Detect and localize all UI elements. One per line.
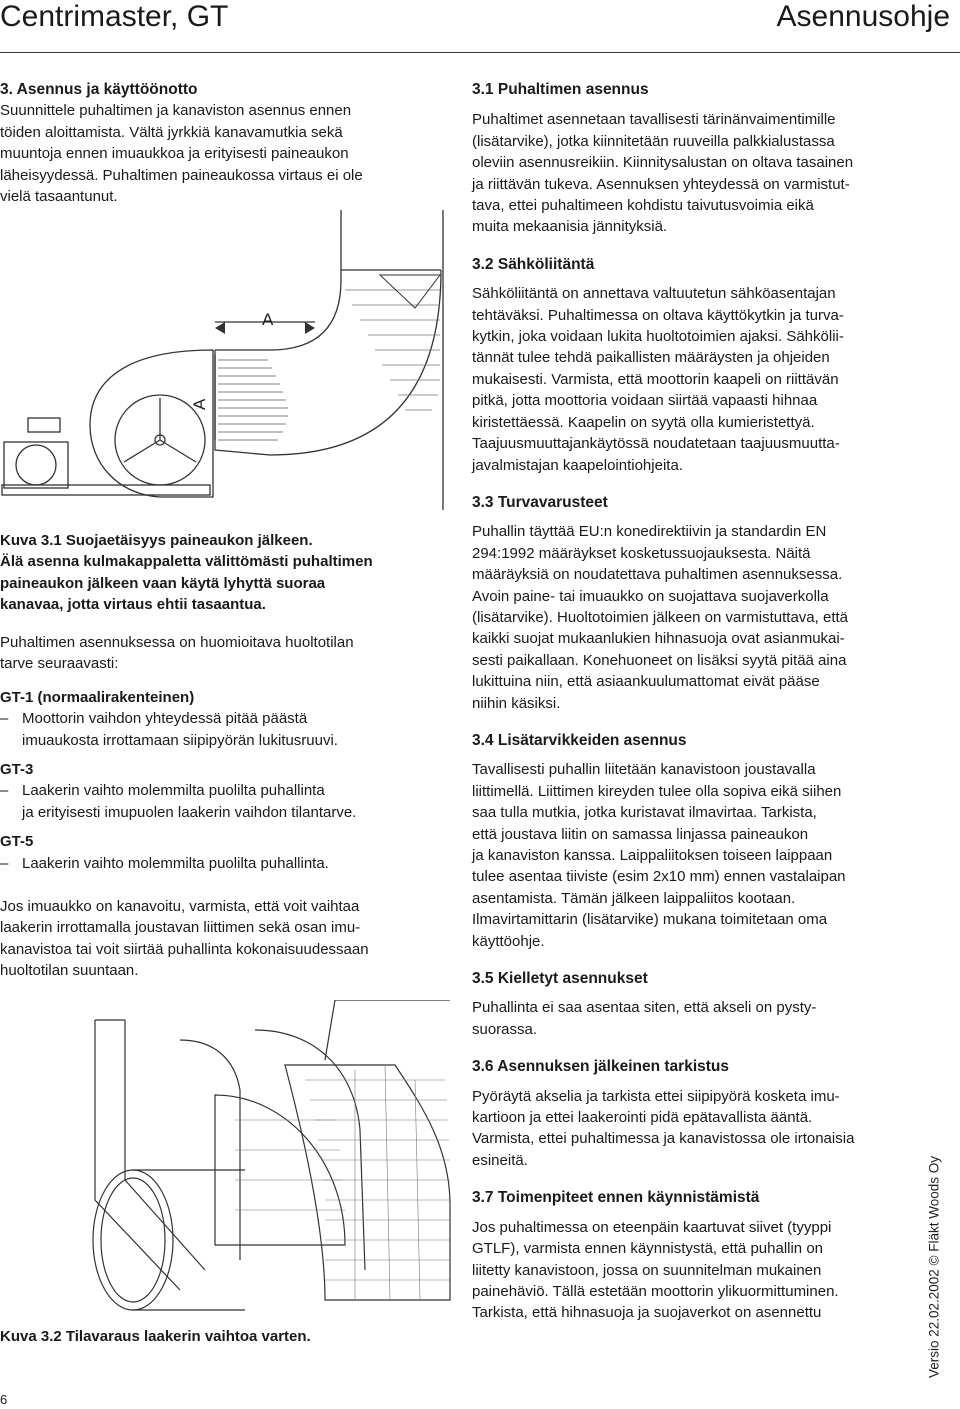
section-3-6-title: 3.6 Asennuksen jälkeinen tarkistus (472, 1058, 730, 1076)
text-line: pitkä, jotta moottoria voidaan siirtää vapaasti hihnaa (472, 392, 818, 410)
text-line: määräyksiä on noudatettava puhaltimen asennuksessa. (472, 566, 843, 584)
text-line: kaikki suojat mukaanlukien hihnasuoja ovat asianmukai- (472, 630, 845, 648)
figure-3-1-fan-clearance (0, 210, 445, 510)
text-line: tava, ettei puhaltimeen kohdistu taivutusvoimia eikä (472, 197, 814, 215)
text-line: tehtäväksi. Puhaltimessa on oltava käyttökytkin ja turva- (472, 306, 844, 324)
gt3-title: GT-3 (0, 761, 34, 779)
text-line: mukaisesti. Varmista, että moottorin kaapeli on riittävän (472, 370, 839, 388)
text-line: sesti paikallaan. Konehuoneet on lisäksi syytä pitää aina (472, 651, 847, 669)
text-line: tulee asentaa tiiviste (esim 2x10 mm) ennen vastalaipan (472, 868, 846, 886)
text-line: huoltotilan suuntaan. (0, 962, 139, 980)
section-3-5-text (472, 997, 922, 1040)
gt3-list-item: – Laakerin vaihto molemmilta puolilta puhallinta ja erityisesti imupuolen laakerin vaihdon tilantarve. (0, 782, 357, 821)
text-line: Varmista, ettei puhaltimessa ja kanavistossa ole irtonaisia (472, 1130, 855, 1148)
text-line: Jos imuaukko on kanavoitu, varmista, että voit vaihtaa (0, 898, 360, 916)
text-line: Tavallisesti puhallin liitetään kanavistoon joustavalla (472, 761, 816, 779)
text-line: Puhallin täyttää EU:n konedirektiivin ja standardin EN (472, 523, 827, 541)
text-line: Suunnittele puhaltimen ja kanaviston asennus ennen (0, 102, 352, 120)
section-3-1-title: 3.1 Puhaltimen asennus (472, 81, 649, 98)
text-line: töiden aloittamista. Vältä jyrkkiä kanavamutkia sekä (0, 123, 343, 141)
caption-line: Älä asenna kulmakappaletta välittömästi puhaltimen (0, 553, 373, 571)
text-line: kiristettäessä. Kaapelin on syytä olla kumieristettyä. (472, 413, 815, 431)
section-3-5-title: 3.5 Kielletyt asennukset (472, 970, 648, 988)
text-line: niihin käsiksi. (472, 694, 561, 712)
section-3-4-title: 3.4 Lisätarvikkeiden asennus (472, 731, 687, 749)
section-3-2-text (472, 283, 922, 476)
text-line: 294:1992 määräykset kosketussuojauksesta. Näitä (472, 544, 811, 562)
figure-3-1-caption (0, 530, 440, 616)
text-line: Sähköliitäntä on annettava valtuutetun sähköasentajan (472, 285, 836, 303)
gt5-title: GT-5 (0, 833, 34, 851)
inlet-note (0, 896, 440, 982)
text-line: muuntoja ennen imuaukkoa ja erityisesti paineaukon (0, 145, 349, 163)
right-column (472, 79, 922, 1324)
text-line: kartioon ja ettei laakerointi pidä epätavallista ääntä. (472, 1109, 813, 1127)
text-line: painehäviö. Tällä estetään moottorin ylikuormittuminen. (472, 1282, 839, 1300)
text-line: GTLF), varmista ennen käynnistystä, että puhallin on (472, 1240, 824, 1258)
section-3-6-text (472, 1086, 922, 1172)
section-3-3-title: 3.3 Turvavarusteet (472, 493, 608, 511)
figure-3-2-caption (0, 1326, 440, 1347)
section-3-7-title: 3.7 Toimenpiteet ennen käynnistämistä (472, 1189, 760, 1207)
section-3-4-text (472, 759, 922, 952)
dimension-label-a-top: A (262, 310, 274, 329)
text-line: esineitä. (472, 1151, 528, 1169)
text-line: Puhaltimet asennetaan tavallisesti tärinänvaimentimille (472, 111, 836, 129)
text-line: (lisätarvike), jotka kiinnitetään ruuveilla palkkialustassa (472, 132, 835, 150)
section-3-text (0, 100, 440, 207)
header-rule (0, 52, 960, 53)
text-line: käyttöohje. (472, 932, 545, 950)
text-line: muita mekaanisia jännityksiä. (472, 218, 668, 236)
text-line: asentamista. Tämän jälkeen laippaliitos kootaan. (472, 889, 796, 907)
text-line: läheisyydessä. Puhaltimen paineaukossa virtaus ei ole (0, 166, 363, 184)
section-3-3-text (472, 521, 922, 714)
text-line: ja erityisesti imupuolen laakerin vaihdon tilantarve. (22, 803, 357, 821)
section-3-7-text (472, 1217, 922, 1324)
header-doc-type: Asennusohje (776, 0, 950, 33)
text-line: Puhaltimen asennuksessa on huomioitava huoltotilan (0, 634, 354, 651)
dimension-label-a-side: A (190, 398, 209, 410)
caption-line: Kuva 3.2 Tilavaraus laakerin vaihtoa varten. (0, 1328, 311, 1345)
caption-line: paineaukon jälkeen vaan käytä lyhyttä suoraa (0, 574, 326, 592)
text-line: liittimellä. Liittimen kireyden tulee olla sopiva eikä siihen (472, 782, 842, 800)
gt1-title: GT-1 (normaalirakenteinen) (0, 688, 195, 706)
text-line: Puhallinta ei saa asentaa siten, että akseli on pysty- (472, 999, 817, 1017)
text-line: Jos puhaltimessa on eteenpäin kaartuvat siivet (tyyppi (472, 1218, 832, 1236)
text-line: Avoin paine- tai imuaukko on suojattava suojaverkolla (472, 587, 829, 605)
text-line: Tarkista, että hihnasuoja ja suojaverkot on asennettu (472, 1304, 822, 1322)
text-line: kytkin, joka voidaan lukita huoltotoimien ajaksi. Sähkölii- (472, 328, 844, 346)
section-3 (0, 79, 440, 207)
caption-line: kanavaa, jotta virtaus ehtii tasaantua. (0, 596, 266, 614)
text-line: (lisätarvike). Huoltotoimien jälkeen on varmistuttava, että (472, 608, 848, 626)
text-line: suorassa. (472, 1020, 538, 1038)
caption-line: Kuva 3.1 Suojaetäisyys paineaukon jälkeen. (0, 532, 313, 549)
gt1-list-item: – Moottorin vaihdon yhteydessä pitää päästä imuaukosta irrottamaan siipipyörän lukitusruuvi. (0, 710, 338, 749)
text-line: javalmistajan kaapelointiohjeita. (472, 456, 683, 474)
text-line: ja kanaviston kanssa. Laippaliitoksen toiseen laippaan (472, 847, 833, 864)
section-3-1-text (472, 109, 922, 237)
version-copyright (914, 1147, 954, 1387)
text-line: kanavistoa tai voit siirtää puhallinta kokonaisuudessaan (0, 940, 369, 958)
text-line: Ilmavirtamittarin (lisätarvike) mukana toimitetaan oma (472, 911, 828, 929)
section-3-2-title: 3.2 Sähköliitäntä (472, 255, 595, 273)
service-space-section (0, 632, 440, 982)
text-line: laakerin irrottamalla joustavan liittimen sekä osan imu- (0, 919, 361, 937)
text-line: tarve seuraavasti: (0, 655, 119, 673)
text-line: saa tulla mutkia, jotka kuristavat ilmavirtaa. Tarkista, (472, 804, 817, 822)
gt5-list-item: – Laakerin vaihto molemmilta puolilta puhallinta. (0, 854, 329, 872)
text-line: vielä tasaantunut. (0, 188, 118, 206)
section-3-title: 3. Asennus ja käyttöönotto (0, 81, 198, 98)
text-line: Laakerin vaihto molemmilta puolilta puhallinta (22, 782, 325, 800)
text-line: ja riittävän tukeva. Asennuksen yhteydessä on varmistut- (472, 175, 850, 193)
text-line: imuaukosta irrottamaan siipipyörän lukitusruuvi. (22, 731, 338, 749)
version-text: Versio 22.02.2002 © Fläkt Woods Oy (926, 1155, 942, 1379)
header-product-title: Centrimaster, GT (0, 0, 229, 33)
text-line: tännät tulee tehdä paikallisten määräysten ja ohjeiden (472, 349, 830, 367)
figure-3-2-bearing-space (55, 1000, 455, 1315)
text-line: että joustava liitin on samassa linjassa paineaukon (472, 825, 809, 843)
text-line: oleviin asennusreikiin. Kiinnitysalustan on oltava tasainen (472, 154, 854, 172)
text-line: Pyöräytä akselia ja tarkista ettei siipipyörä kosketa imu- (472, 1087, 840, 1105)
text-line: Taajuusmuuttajankäytössä noudatetaan taajuusmuutta- (472, 435, 840, 453)
text-line: lukittuina niin, että asiaankuulumattomat eivät pääse (472, 673, 820, 691)
text-line: Moottorin vaihdon yhteydessä pitää päästä (22, 710, 308, 728)
page-header (0, 0, 960, 56)
page-number: 6 (0, 1392, 8, 1407)
text-line: liitetty kanavistoon, jossa on suunnitelman mukainen (472, 1261, 822, 1279)
text-line: Laakerin vaihto molemmilta puolilta puhallinta. (22, 854, 329, 872)
